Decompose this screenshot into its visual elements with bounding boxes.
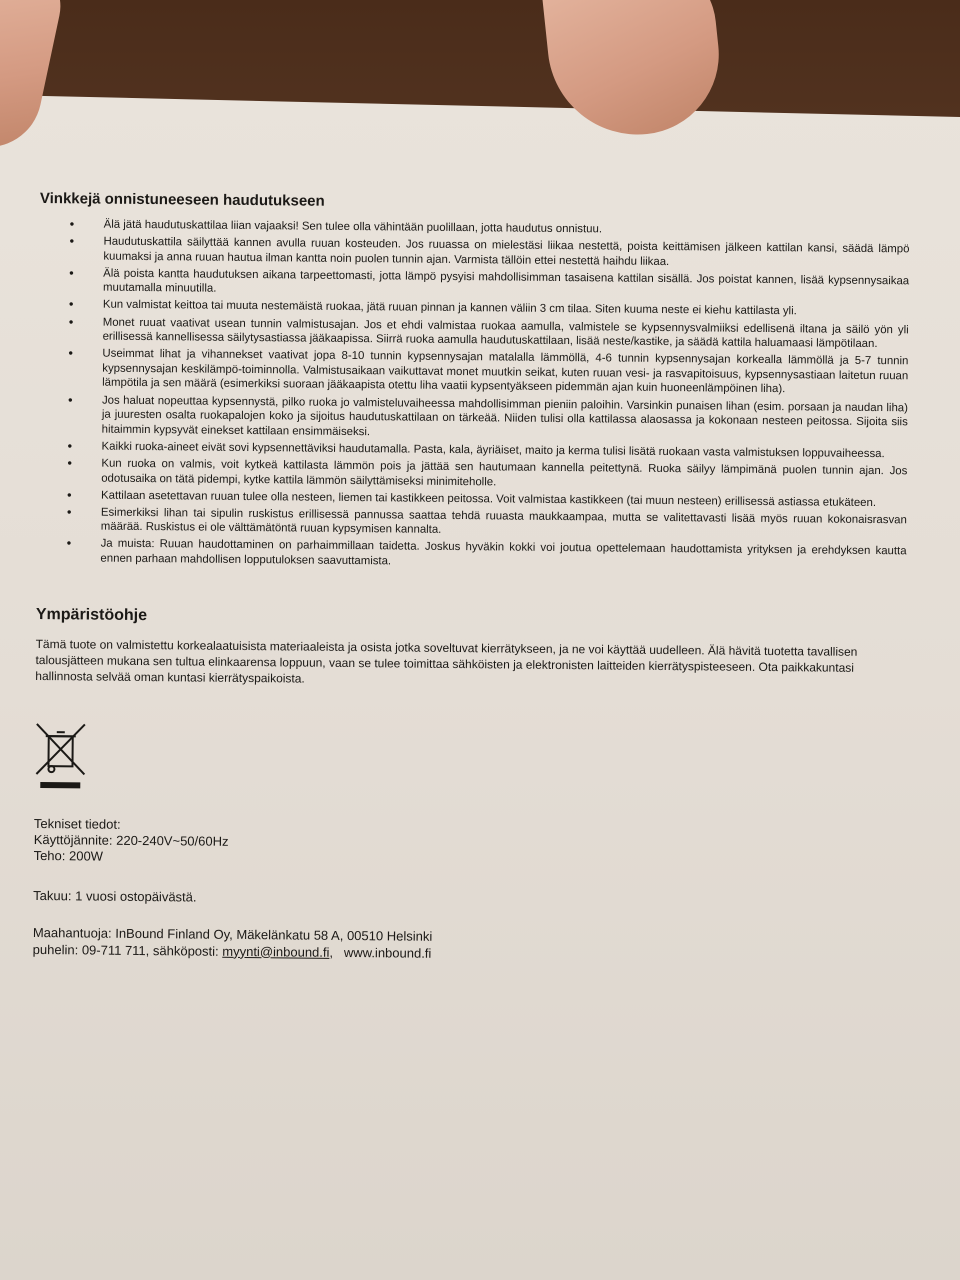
tip-item: • Monet ruuat vaativat usean tunnin valmistusajan. Jos et ehdi valmistaa ruokaa aamulla, valmistele se kypsennysvalmiiksi edellisenä iltana ja säilö yön yli erillisessä kannellisessa säilytysastiassa jääkaapissa. Siirrä ruoka aamulla haudutuskattilaan, lisää neste/kastike, ja säädä kattila haluamaasi lämpötilaan.: [103, 315, 909, 352]
voltage-text: Käyttöjännite: 220-240V~50/60Hz: [33, 831, 229, 849]
technical-info: [34, 816, 904, 872]
tip-item: • Haudutuskattila säilyttää kannen avulla ruuan kosteuden. Jos ruuassa on mielestäsi liikaa nestettä, poista keittämisen jälkeen kattilan kansi, säädä lämpö kuumaksi ja anna ruuan hautua ilman kantta noin puolen tunnin ajan. Varmista tällöin ettei nestettä haihdu liikaa.: [103, 235, 909, 272]
document-content: [33, 190, 910, 966]
tips-list: [36, 217, 909, 574]
power-text: Teho: 200W: [33, 847, 104, 864]
tip-item: • Jos haluat nopeuttaa kypsennystä, pilko ruoka jo valmisteluvaiheessa mahdollisimman pieniin paloihin. Varsinkin punaisen lihan (esim. porsaan ja naudan liha) ja juuresten osalta ruokapalojen koko ja sijoitus haudutuskattilaan on tärkeää. Niiden tulisi olla kattilassa alaosassa ja kokonaan nesteen peitossa. Sijoita siis hitaimmin kypsyvät einekset kattilaan ensimmäiseksi.: [102, 393, 908, 445]
crossed-out-wheelie-bin-icon: [34, 722, 87, 792]
tip-item: • Esimerkiksi lihan tai sipulin ruskistus erillisessä pannussa saattaa tehdä ruuasta maukkaampaa, mutta se valitettavasti lisää myös ruuan kokonaisrasvan määrää. Ruskistus ei ole välttämätöntä ruuan kypsymisen kannalta.: [101, 505, 907, 542]
tip-item: • Useimmat lihat ja vihannekset vaativat jopa 8-10 tunnin kypsennysajan matalalla lämmöllä, 4-6 tunnin kypsennysajan korkealla lämmöllä ja 5-7 tunnin kypsennysajan keskilämpö-toiminnolla. Valmistusaikaan vaikuttavat monet muutkin seikat, kuten ruuan vesi- ja rasvapitoisuus, kypsennysastiaan laitetun ruuan lämpötila ja sen määrä (esimerkiksi suoraan jääkaapista otettu liha vaatii kypsentyäkseen pidemmän ajan kuin huoneenlämpöinen liha).: [102, 347, 908, 399]
phone-label: puhelin: 09-711 711, sähköposti:: [32, 941, 223, 959]
environment-text: Tämä tuote on valmistettu korkealaatuisista materiaaleista ja osista jotka soveltuvat kierrätykseen, ja ne voi käyttää uudelleen. Älä hävitä tuotetta tavallisen talousjätteen mukana sen tultua elinkaarensa loppuun, vaan se tulee toimittaa sähköisten ja elektronisten laitteiden kierrätyspisteeseen. Ota paikkakuntasi hallinnosta selvää oman kuntasi kierrätyspaikoista.: [35, 636, 858, 686]
importer-address: Maahantuoja: InBound Finland Oy, Mäkelänkatu 58 A, 00510 Helsinki: [32, 924, 433, 944]
warranty-text: Takuu: 1 vuosi ostopäivästä.: [33, 887, 197, 905]
tip-item: • Älä poista kantta haudutuksen aikana tarpeettomasti, jotta lämpö pysyisi mahdollisimman tasaisena kattilan sisällä. Jos poistat kannen, lisää kypsennysaikaa muutamalla minuutilla.: [103, 266, 909, 303]
tip-item: • Kaikki ruoka-aineet eivät sovi kypsennettäviksi haudutamalla. Pasta, kala, äyriäiset, maito ja kerma tulisi lisätä ruokaan vasta valmistuksen loppuvaiheessa.: [101, 439, 907, 461]
tips-title: Vinkkejä onnistuneeseen haudutukseen: [39, 190, 325, 210]
separator: ,: [329, 944, 334, 960]
tip-item: • Kun valmistat keittoa tai muuta nestemäistä ruokaa, jätä ruuan pinnan ja kannen väliin 3 cm tilaa. Siten kuuma neste ei kiehu kattilasta yli.: [103, 298, 909, 320]
email-link[interactable]: myynti@inbound.fi: [222, 943, 330, 960]
tip-item: • Kattilaan asetettavan ruuan tulee olla nesteen, liemen tai kastikkeen peitossa. Voit valmistaa kastikkeen (tai muun nesteen) erillisessä astiassa etukäteen.: [101, 488, 907, 510]
tip-item: • Kun ruoka on valmis, voit kytkeä kattilasta lämmön pois ja jättää sen hautumaan kannella peitettynä. Ruoka säilyy lämpimänä puolen tunnin ajan. Jos odotusaika on tätä pidempi, kytke kattila lämmön säilyttämiseksi minimiteholle.: [101, 457, 907, 494]
website-link[interactable]: www.inbound.fi: [343, 944, 432, 961]
technical-heading: Tekniset tiedot:: [33, 815, 121, 832]
tip-item: • Ja muista: Ruuan haudottaminen on parhaimmillaan taidetta. Joskus hyväkin kokki voi joutua opettelemaan haudottamista yrityksen ja erehdyksen kautta ennen parhaan mahdollisen lopputuloksen saavuttamista.: [100, 537, 906, 574]
tip-item: • Älä jätä haudutuskattilaa liian vajaaksi! Sen tulee olla vähintään puolillaan, jotta haudutus onnistuu.: [104, 218, 910, 240]
environment-title: Ympäristöohje: [35, 605, 148, 624]
